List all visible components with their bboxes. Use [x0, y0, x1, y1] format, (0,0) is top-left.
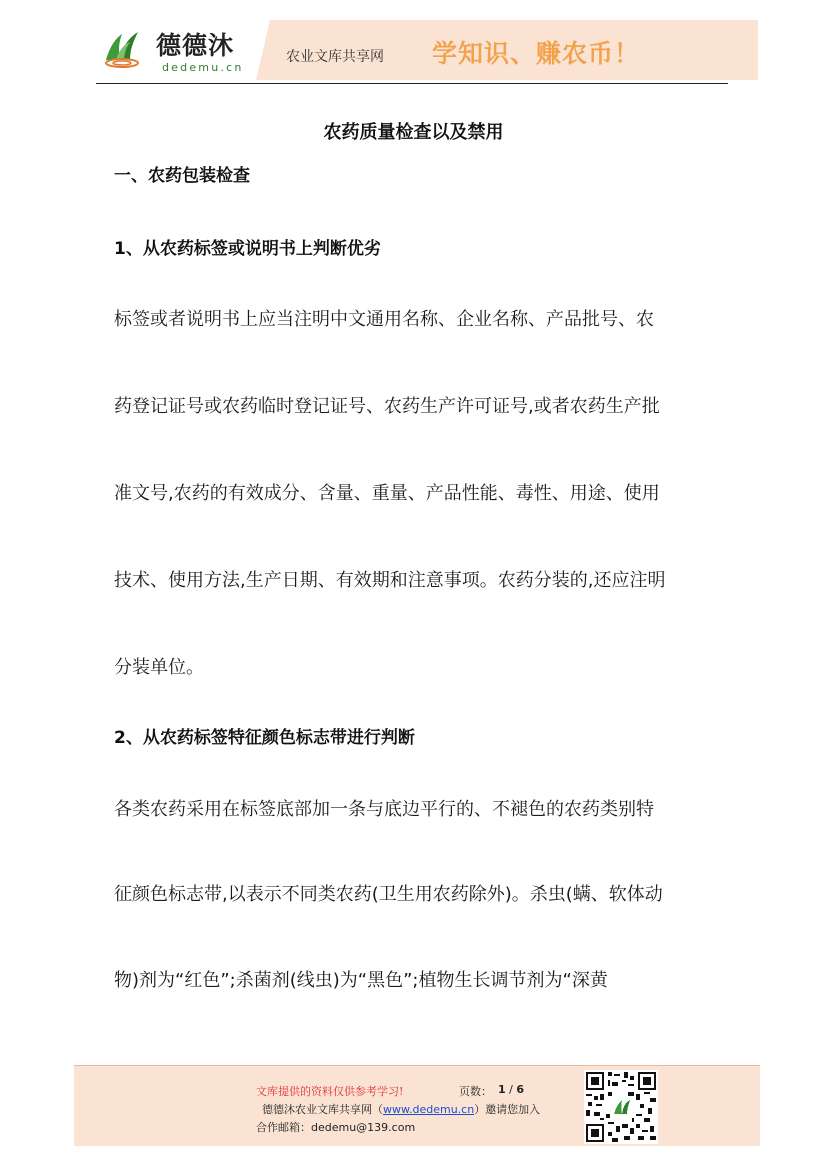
- logo-domain: dedemu.cn: [162, 61, 244, 74]
- page-separator: /: [505, 1083, 517, 1096]
- paragraph-line: 分装单位。: [114, 657, 204, 678]
- site-link[interactable]: www.dedemu.cn: [383, 1103, 475, 1116]
- email-label: 合作邮箱：: [256, 1121, 311, 1134]
- paragraph-line: 标签或者说明书上应当注明中文通用名称、企业名称、产品批号、农: [114, 309, 654, 330]
- site-name: 农业文库共享网: [286, 49, 384, 65]
- paragraph-line: 征颜色标志带,以表示不同类农药(卫生用农药除外)。杀虫(螨、软体动: [114, 884, 663, 905]
- document-title: 农药质量检查以及禁用: [323, 122, 504, 143]
- paragraph-line: 技术、使用方法,生产日期、有效期和注意事项。农药分装的,还应注明: [114, 570, 666, 591]
- page-count-label: 页数：: [459, 1085, 492, 1098]
- subsection-heading: 1、从农药标签或说明书上判断优劣: [114, 239, 381, 259]
- subsection-heading: 2、从农药标签特征颜色标志带进行判断: [114, 728, 415, 748]
- page-footer: [74, 1065, 760, 1146]
- qr-code-icon: [584, 1070, 658, 1144]
- page-header: [96, 18, 760, 84]
- header-divider: [96, 83, 728, 84]
- invite-suffix: ）邀请您加入: [474, 1103, 541, 1116]
- footer-email: [256, 1119, 415, 1135]
- logo-text: 德德沐: [156, 31, 235, 60]
- footer-invite: [262, 1101, 540, 1117]
- page-total: 6: [516, 1083, 525, 1096]
- header-slogan: 学知识、赚农币！: [432, 39, 641, 68]
- footer-notice: 文库提供的资料仅供参考学习!: [256, 1085, 404, 1098]
- paragraph-line: 药登记证号或农药临时登记证号、农药生产许可证号,或者农药生产批: [114, 396, 660, 417]
- paragraph-line: 物)剂为“红色”;杀菌剂(线虫)为“黑色”;植物生长调节剂为“深黄: [114, 970, 608, 991]
- leaf-logo-icon: [102, 28, 144, 70]
- invite-prefix: 德德沐农业文库共享网（: [262, 1103, 383, 1116]
- section-heading: 一、农药包装检查: [114, 166, 250, 186]
- page-current: 1: [498, 1083, 506, 1096]
- paragraph-line: 准文号,农药的有效成分、含量、重量、产品性能、毒性、用途、使用: [114, 483, 660, 504]
- email-address: dedemu@139.com: [311, 1121, 416, 1134]
- page-count: [498, 1083, 524, 1096]
- paragraph-line: 各类农药采用在标签底部加一条与底边平行的、不褪色的农药类别特: [114, 799, 654, 820]
